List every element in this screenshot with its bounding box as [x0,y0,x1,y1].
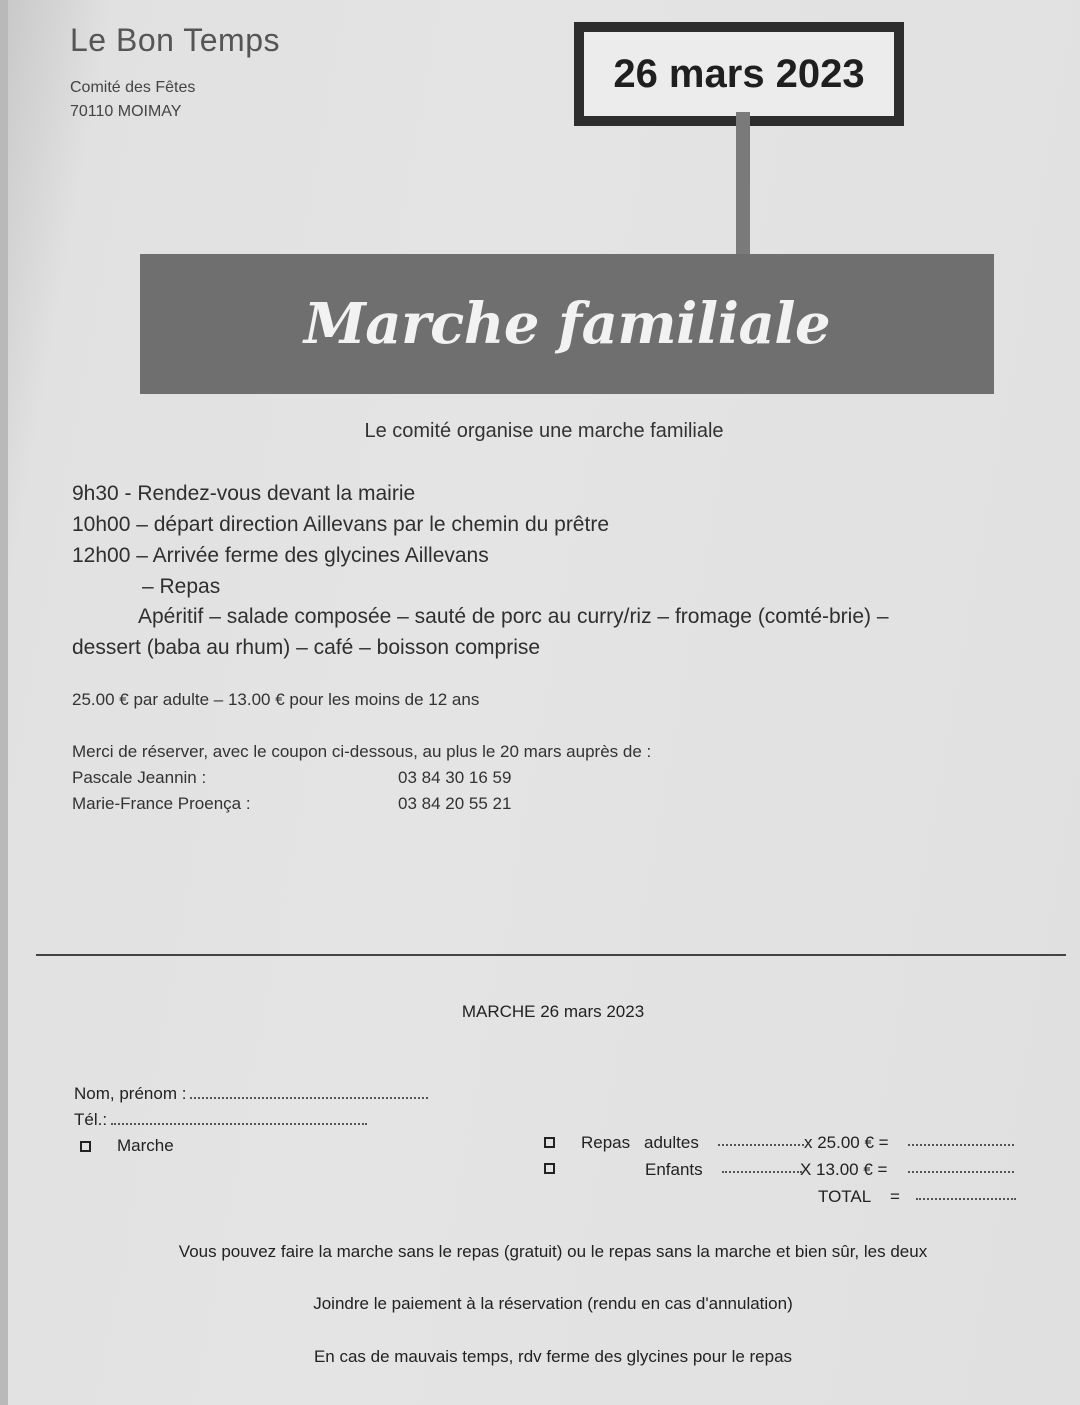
marche-label: Marche [117,1136,174,1155]
adultes-price: x 25.00 € = [804,1133,889,1152]
total-label: TOTAL [818,1187,872,1206]
cut-line [36,954,1066,956]
enfants-price: X 13.00 € = [800,1160,888,1179]
repas-label: Repas [581,1133,631,1152]
program-line: 10h00 – départ direction Aillevans par le chemin du prêtre [72,513,609,536]
adultes-label: adultes [644,1133,699,1152]
reservation-intro: Merci de réserver, avec le coupon ci-dessous, au plus le 20 mars auprès de : [72,742,652,761]
program-line: 9h30 - Rendez-vous devant la mairie [72,482,416,505]
name-field [74,1084,428,1104]
adultes-amount-blank [904,1133,1014,1148]
note-line: Joindre le paiement à la réservation (rendu en cas d'annulation) [313,1294,793,1313]
org-name: Le Bon Temps [70,22,280,58]
repas-enfants-checkbox [544,1163,555,1174]
total-equals: = [890,1187,900,1206]
flyer-page [8,0,1080,1405]
enfants-label: Enfants [645,1160,703,1179]
tel-field [74,1110,367,1130]
org-address [70,76,195,124]
total-amount-blank [912,1187,1016,1202]
enfants-amount-blank [904,1160,1014,1175]
intro-text: Le comité organise une marche familiale [364,420,724,442]
adultes-qty-blank [714,1133,802,1148]
date-sign [574,22,904,126]
name-blank [190,1096,428,1099]
org-sub-postcode: 70110 MOIMAY [70,103,182,120]
program-menu-line: dessert (baba au rhum) – café – boisson comprise [72,636,541,659]
name-label: Nom, prénom : [74,1084,187,1103]
sign-post [736,112,750,254]
repas-adultes-checkbox [544,1137,555,1148]
program-line: – Repas [142,575,221,598]
contact-phone: 03 84 30 16 59 [398,768,512,787]
title-banner [140,254,994,394]
contact-name: Marie-France Proença : [72,794,251,813]
org-sub-committee: Comité des Fêtes [70,79,196,96]
tel-blank [111,1122,367,1125]
note-line: En cas de mauvais temps, rdv ferme des glycines pour le repas [313,1347,793,1366]
enfants-qty-blank [718,1160,802,1175]
price-info: 25.00 € par adulte – 13.00 € pour les moins de 12 ans [72,690,480,709]
program-menu-line: Apéritif – salade composée – sauté de porc au curry/riz – fromage (comté-brie) – [138,605,889,628]
program-line: 12h00 – Arrivée ferme des glycines Aillevans [72,544,489,567]
coupon-title: MARCHE 26 mars 2023 [461,1002,645,1021]
event-title: Marche familiale [303,291,831,357]
note-line: Vous pouvez faire la marche sans le repas (gratuit) ou le repas sans la marche et bien sûr, les deux [178,1242,928,1261]
event-date: 26 mars 2023 [584,32,894,116]
contact-phone: 03 84 20 55 21 [398,794,512,813]
tel-label: Tél.: [74,1110,108,1129]
contact-name: Pascale Jeannin : [72,768,207,787]
marche-checkbox [80,1141,91,1152]
